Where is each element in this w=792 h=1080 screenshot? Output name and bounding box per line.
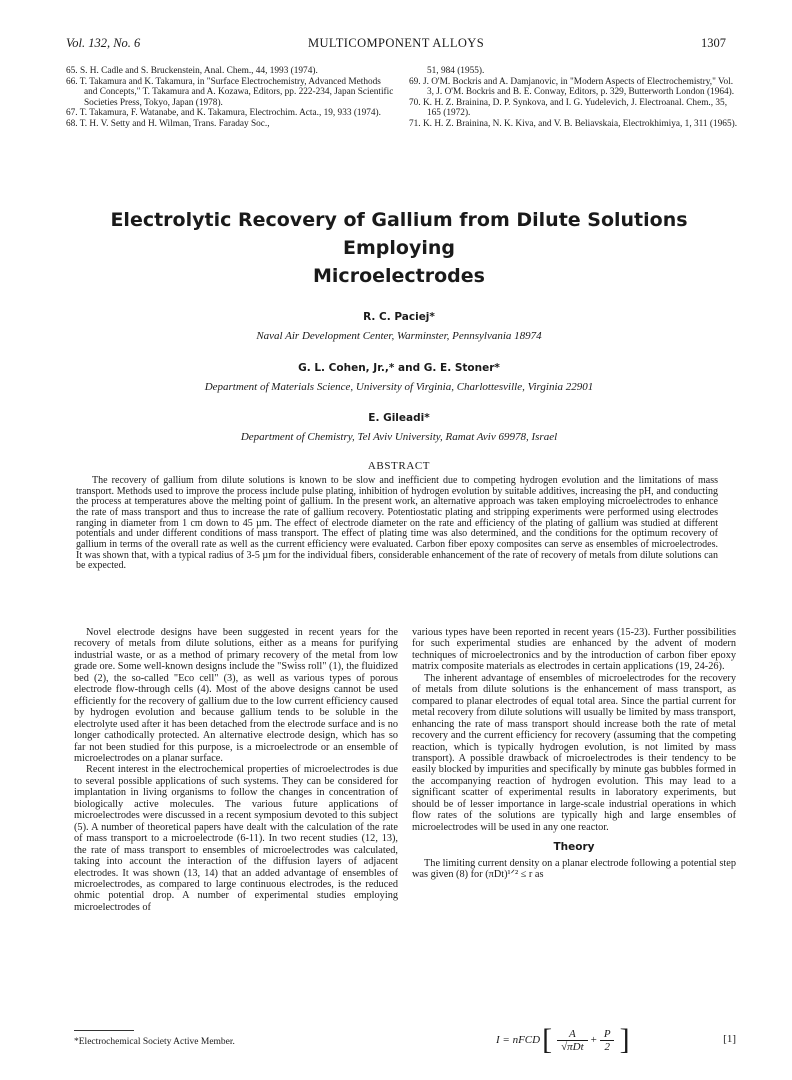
body-column-right — [412, 627, 736, 881]
reference-item: 70. K. H. Z. Brainina, D. P. Synkova, and I. G. Yudelevich, J. Electroanal. Chem., 35, 165 (1972). — [409, 97, 728, 119]
left-bracket: [ — [542, 1023, 553, 1056]
fraction-2-numerator: P — [603, 1027, 611, 1040]
equation-body — [496, 1022, 632, 1058]
paragraph: various types have been reported in recent years (15-23). Further possibilities for such experimental studies are enhanced by the advent of modern techniques of microelectronics and by the introduction of carbon fiber epoxy matrix composite materials as electrodes in certain applications (19, 24-26). — [412, 627, 736, 673]
affiliation-1: Naval Air Development Center, Warminster, Pennsylvania 18974 — [256, 330, 542, 342]
fraction-2-denominator: 2 — [600, 1040, 614, 1053]
fraction-1-numerator: A — [569, 1027, 576, 1040]
section-heading-theory: Theory — [553, 841, 595, 854]
abstract-text: The recovery of gallium from dilute solutions is known to be slow and inefficient due to competing hydrogen evolution and the limitations of mass transport. Methods used to improve the process include pulse plating, inhibition of hydrogen evolution by suitable additives, increasing the pH, and conducting the process at temperatures above the melting point of gallium. In the present work, an alternative approach was taken employing microelectrodes to enhance the rate of mass transport and thus to increase the rate of gallium recovery. Potentiostatic plating and stripping experiments were performed using electrodes ranging in diameter from 1 cm down to 45 µm. The effect of electrode diameter on the rate and efficiency of the plating of gallium was studied at different potentials and under different conditions of mass transport. The effect of plating time was also determined, and the conditions for the optimum recovery of gallium in terms of the overall rate as well as the current efficiency were evaluated. Carbon fiber epoxy composites can serve as ensembles of microelectrodes. It was shown that, with a typical radius of 3-5 µm for the individual fibers, considerable enhancement of the rate of recovery of metals from dilute solutions can be expected. — [76, 475, 718, 572]
author-3: E. Gileadi* — [368, 412, 430, 424]
footnote: *Electrochemical Society Active Member. — [74, 1037, 235, 1047]
reference-item: 67. T. Takamura, F. Watanabe, and K. Takamura, Electrochim. Acta., 19, 933 (1974). — [66, 108, 381, 119]
equation-lhs: I = nFCD — [496, 1034, 541, 1046]
reference-item: 71. K. H. Z. Brainina, N. K. Kiva, and V. B. Beliavskaia, Electrokhimiya, 1, 311 (1965). — [409, 118, 738, 129]
running-head — [66, 36, 726, 52]
body-column-left — [74, 627, 398, 913]
reference-item: 69. J. O'M. Bockris and A. Damjanovic, in "Modern Aspects of Electrochemistry," Vol. 3, J. O'M. Bockris and B. E. Conway, Editors, p. 329, Butterworth London (1964). — [409, 76, 735, 98]
equation-number: [1] — [723, 1033, 736, 1045]
paragraph: Recent interest in the electrochemical properties of microelectrodes is due to several possible applications of such systems. They can be considered for implantation in living organisms to follow the changes in concentration of biologically active molecules. The various future applications of microelectrodes were discussed in a recent symposium devoted to this subject (5). A number of theoretical papers have dealt with the calculation of the rate of mass transport to a microelectrode (6-11). In two recent studies (12, 13), the rate of mass transport to ensembles of microelectrodes was calculated, taking into account the interaction of the diffusion layers of adjacent electrodes. It was shown (13, 14) that an added advantage of ensembles of microelectrodes, as compared to large continuous electrodes, is the reduced ohmic potential drop. A number of experimental studies employing microelectrodes of — [74, 764, 398, 913]
plus-sign: + — [590, 1034, 597, 1046]
footnote-rule — [74, 1030, 134, 1031]
page-number: 1307 — [701, 36, 726, 50]
title-line-2: Microelectrodes — [313, 265, 485, 287]
fraction-2 — [600, 1028, 615, 1053]
reference-column-left — [66, 66, 394, 130]
right-bracket: ] — [619, 1023, 630, 1056]
reference-item: 66. T. Takamura and K. Takamura, in "Surface Electrochemistry, Advanced Methods and Concepts," T. Takamura and A. Kozawa, Editors, pp. 222-234, Japan Scientific Societies Press, Tokyo, Japan (1978). — [66, 76, 394, 108]
journal-volume: Vol. 132, No. 6 — [66, 36, 141, 50]
reference-item: 65. S. H. Cadle and S. Bruckenstein, Anal. Chem., 44, 1993 (1974). — [66, 66, 318, 76]
abstract-heading: ABSTRACT — [367, 460, 431, 472]
fraction-1 — [557, 1028, 588, 1053]
affiliation-3: Department of Chemistry, Tel Aviv University, Ramat Aviv 69978, Israel — [240, 431, 558, 443]
fraction-1-denominator: √πDt — [557, 1040, 588, 1053]
reference-item: 68. T. H. V. Setty and H. Wilman, Trans. Faraday Soc., — [66, 118, 270, 129]
author-2: G. L. Cohen, Jr.,* and G. E. Stoner* — [298, 362, 500, 374]
affiliation-2: Department of Materials Science, University of Virginia, Charlottesville, Virginia 22901 — [204, 381, 594, 393]
paragraph: The inherent advantage of ensembles of microelectrodes for the recovery of metals from dilute solutions is the enhancement of mass transport, as compared to planar electrodes of equal total area. Since the partial current for metal recovery from dilute solutions will usually be limited by mass transport, enhancing the rate of mass transport should increase both the rate of metal recovery and the current efficiency for recovery (assuming that the competing reaction, which is typically hydrogen evolution, is not limited by mass transport). A possible drawback of microelectrodes is their tendency to be easily blocked by impurities and specifically by minute gas bubbles formed in the accompanying reaction of hydrogen evolution. This may lead to a significant scatter of experimental results in laboratory experiments, but should be of lesser importance in large-scale industrial operations in which flow rates of the solutions are typically high and large ensembles of microelectrodes will be used in any one reactor. — [412, 672, 736, 833]
title-line-1: Electrolytic Recovery of Gallium from Dilute Solutions Employing — [110, 209, 688, 259]
reference-column-right — [409, 66, 737, 130]
equation-1 — [412, 1022, 736, 1058]
author-1: R. C. Paciej* — [363, 311, 435, 323]
paragraph: Novel electrode designs have been suggested in recent years for the recovery of metals from dilute solutions, either as a means for purifying industrial waste, or as a method of primary recovery of the metal from low grade ore. Some well-known designs include the "Swiss roll" (1), the fluidized bed (2), the so-called "Eco cell" (3), as well as various types of porous electrode flow-through cells (4). Most of the above designs cannot be used efficiently for the recovery of gallium due to the low current efficiency caused by hydrogen evolution and because gallium tends to be soluble in the electrolyte used after it has been detached from the electrode surface and is no longer cathodically protected. An alternative electrode design, which has so far not been studied for this purpose, is a microelectrode or an ensemble of microelectrodes on a planar surface. — [74, 627, 398, 764]
reference-list — [66, 66, 738, 158]
paragraph: The limiting current density on a planar electrode following a potential step was given (8) for (πDt)¹ᐟ² ≤ r as — [412, 857, 736, 881]
article-title — [66, 206, 732, 290]
section-title: MULTICOMPONENT ALLOYS — [307, 36, 485, 50]
reference-continuation: 51, 984 (1955). — [427, 66, 485, 76]
